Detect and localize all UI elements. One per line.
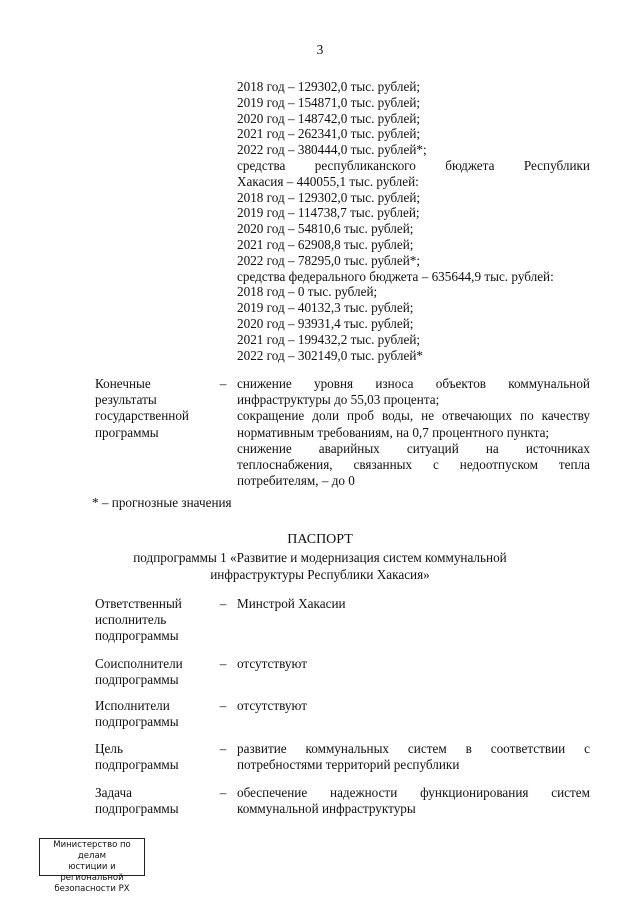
republic-budget-line: средства республиканского бюджета Республики (237, 157, 590, 173)
row-value: отсутствуют (237, 698, 307, 713)
republic-year-line: 2020 год – 54810,6 тыс. рублей; (237, 221, 414, 237)
passport-title: ПАСПОРТ (287, 532, 353, 547)
republic-budget-total: Хакасия – 440055,1 тыс. рублей: (237, 173, 419, 189)
republic-year-line: 2019 год – 114738,7 тыс. рублей; (237, 205, 420, 221)
row-dash: – (219, 656, 227, 671)
federal-year-line: 2022 год – 302149,0 тыс. рублей* (237, 347, 423, 363)
row-dash: – (219, 596, 227, 611)
federal-year-line: 2019 год – 40132,3 тыс. рублей; (237, 300, 414, 316)
federal-year-line: 2018 год – 0 тыс. рублей; (237, 284, 378, 300)
funding-year-line: 2021 год – 262341,0 тыс. рублей; (237, 126, 421, 142)
funding-year-line: 2019 год – 154871,0 тыс. рублей; (237, 94, 421, 110)
final-results-value: снижение уровня износа объектов коммунальной инфраструктуры до 55,03 процента; сокращение доли проб воды, не отвечающих по качеству нормативным требованиям, на 0,7 процентного пункта; снижение аварийных ситуаций на источниках теплоснабжения, связанных с недоотпуском тепла потребителям, – до 0 (237, 376, 590, 489)
funding-block (237, 79, 590, 363)
republic-year-line: 2018 год – 129302,0 тыс. рублей; (237, 189, 421, 205)
row-label: Исполнители подпрограммы (95, 698, 179, 730)
ministry-stamp: Министерство по делам юстиции и региональной безопасности РХ (39, 838, 145, 876)
federal-budget-total: средства федерального бюджета – 635644,9 тыс. рублей: (237, 268, 554, 284)
row-label: Задача подпрограммы (95, 785, 179, 817)
passport-subtitle: подпрограммы 1 «Развитие и модернизация систем коммунальной инфраструктуры Республики Хакасия» (133, 550, 507, 582)
row-dash: – (219, 785, 227, 800)
funding-year-line: 2022 год – 380444,0 тыс. рублей*; (237, 142, 427, 158)
page-number: 3 (316, 42, 324, 57)
row-label: Соисполнители подпрограммы (95, 656, 183, 688)
funding-year-line: 2018 год – 129302,0 тыс. рублей; (237, 79, 421, 94)
row-value: Минстрой Хакасии (237, 596, 346, 611)
row-dash: – (219, 698, 227, 713)
row-value: развитие коммунальных систем в соответствии с потребностями территорий республики (237, 741, 590, 773)
federal-year-line: 2021 год – 199432,2 тыс. рублей; (237, 331, 421, 347)
row-value: обеспечение надежности функционирования систем коммунальной инфраструктуры (237, 785, 590, 817)
funding-year-line: 2020 год – 148742,0 тыс. рублей; (237, 110, 421, 126)
republic-year-line: 2021 год – 62908,8 тыс. рублей; (237, 236, 414, 252)
federal-year-line: 2020 год – 93931,4 тыс. рублей; (237, 315, 414, 331)
row-dash: – (219, 741, 227, 756)
row-label: Ответственный исполнитель подпрограммы (95, 596, 182, 644)
republic-year-line: 2022 год – 78295,0 тыс. рублей*; (237, 252, 421, 268)
row-label: Цель подпрограммы (95, 741, 179, 773)
footnote: * – прогнозные значения (92, 495, 232, 510)
row-value: отсутствуют (237, 656, 307, 671)
row-dash: – (219, 376, 227, 391)
final-results-label: Конечные результаты государственной программы (95, 376, 189, 440)
